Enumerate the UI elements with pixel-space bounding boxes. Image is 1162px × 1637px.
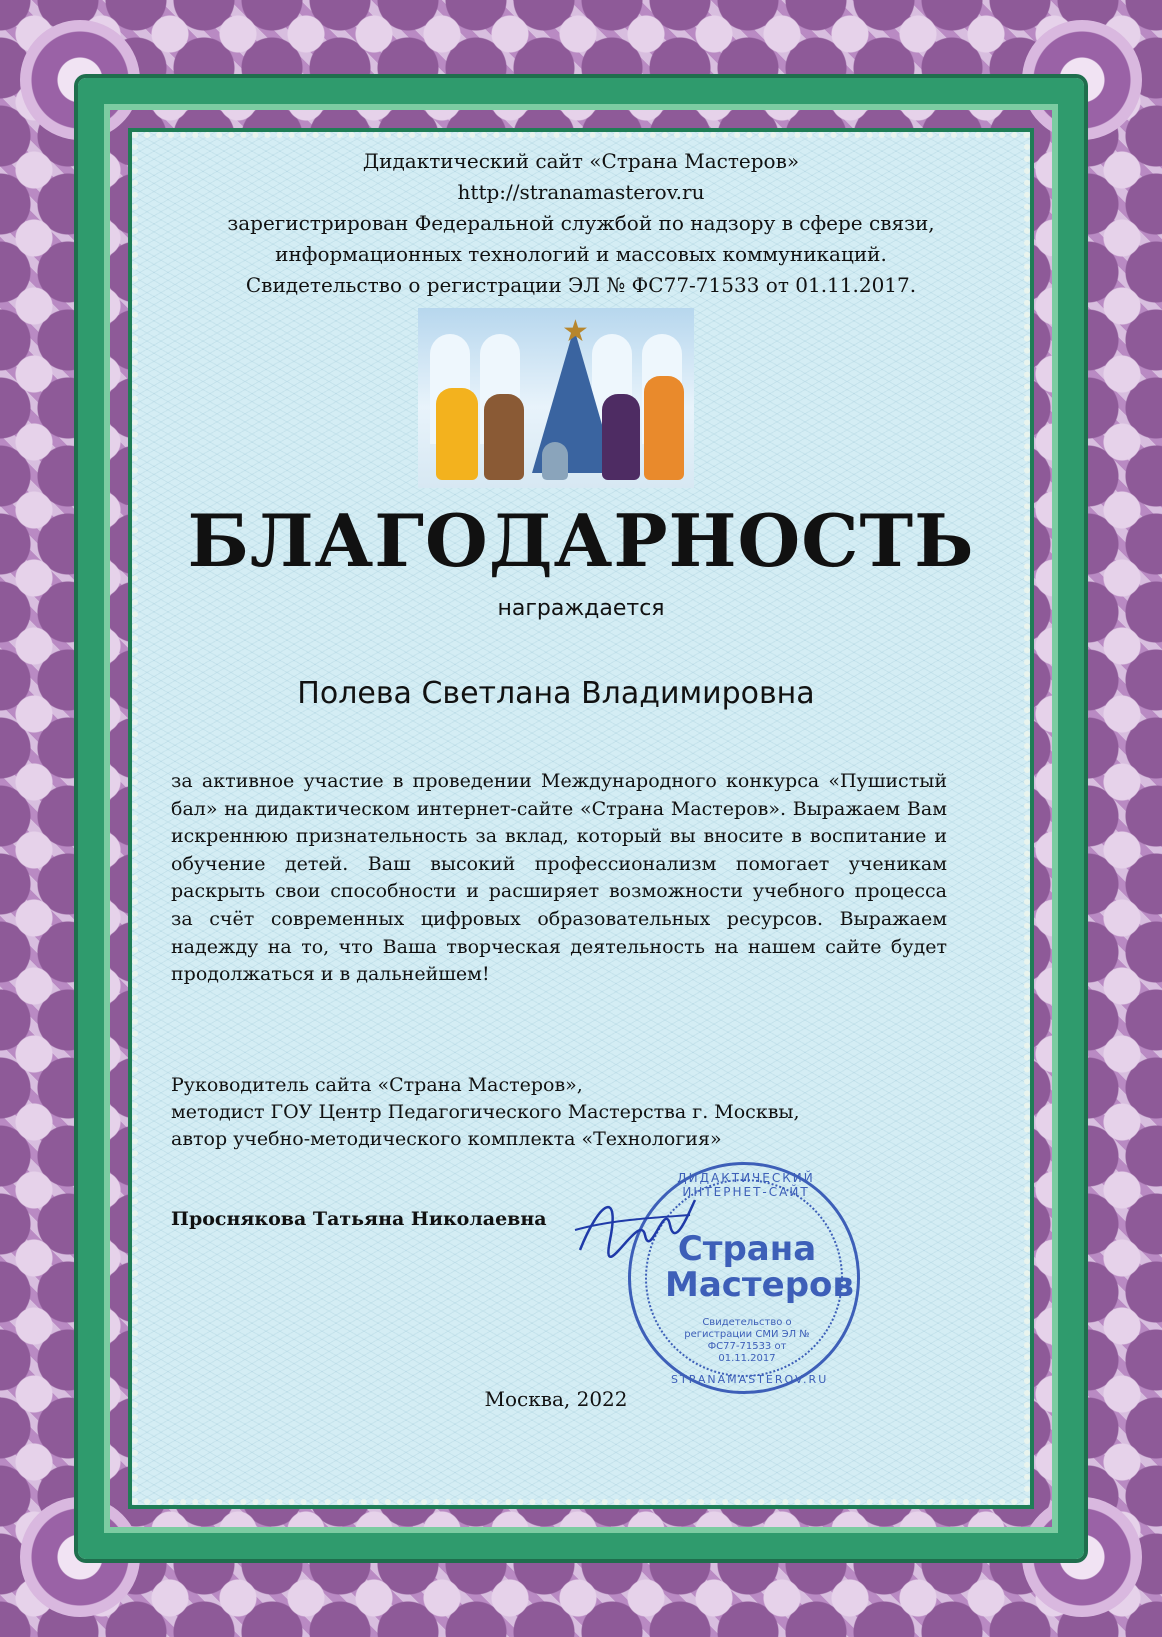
- toy-figure: [644, 376, 684, 480]
- gratitude-text: за активное участие в проведении Международного конкурса «Пушистый бал» на дидактическом интернет-сайте «Страна Мастеров». Выражаем Вам искреннюю признательность за вклад, который вы вносите в воспитание и обучение детей. Ваш высокий профессионализм помогает ученикам раскрыть свои способности и расширяет возможности учебного процесса за счёт современных цифровых образовательных ресурсов. Выражаем надежду на то, что Ваша творческая деятельность на нашем сайте будет продолжаться и в дальнейшем!: [171, 770, 947, 986]
- certificate-title: БЛАГОДАРНОСТЬ: [187, 498, 975, 583]
- signer-author: автор учебно-методического комплекта «Технология»: [171, 1128, 722, 1150]
- stamp-bottom-text: STRANAMASTEROV.RU: [671, 1373, 829, 1386]
- recipient-name: Полева Светлана Владимировна: [297, 676, 815, 711]
- header-line-certificate: Свидетельство о регистрации ЭЛ № ФС77-71533 от 01.11.2017.: [245, 273, 917, 297]
- toy-figure: [542, 442, 568, 480]
- awarded-label: награждается: [497, 596, 665, 621]
- toy-figure: [484, 394, 524, 480]
- header-line-registration: зарегистрирован Федеральной службой по надзору в сфере связи,: [227, 211, 935, 235]
- stamp-title: Страна Мастеров: [665, 1229, 854, 1305]
- stamp-certificate: Свидетельство о регистрации СМИ ЭЛ № ФС77-71533 от 01.11.2017: [684, 1317, 810, 1364]
- signer-role: Руководитель сайта «Страна Мастеров»,: [171, 1074, 583, 1096]
- signer-name: Проснякова Татьяна Николаевна: [171, 1208, 547, 1230]
- toy-figure: [436, 388, 478, 480]
- header-line-agency: информационных технологий и массовых коммуникаций.: [275, 242, 887, 266]
- signer-block: [171, 1072, 871, 1153]
- stamp-top-text: ДИДАКТИЧЕСКИЙ ИНТЕРНЕТ-САЙТ: [677, 1171, 815, 1199]
- star-icon: ★: [562, 314, 589, 349]
- header-line-site: Дидактический сайт «Страна Мастеров»: [362, 149, 800, 173]
- city-year: Москва, 2022: [484, 1387, 628, 1411]
- handwritten-signature: [570, 1180, 700, 1270]
- site-header: [150, 146, 1012, 301]
- toy-figure: [602, 394, 640, 480]
- contest-illustration: [418, 308, 694, 488]
- header-line-url: http://stranamasterov.ru: [457, 180, 705, 204]
- signer-position: методист ГОУ Центр Педагогического Мастерства г. Москвы,: [171, 1101, 800, 1123]
